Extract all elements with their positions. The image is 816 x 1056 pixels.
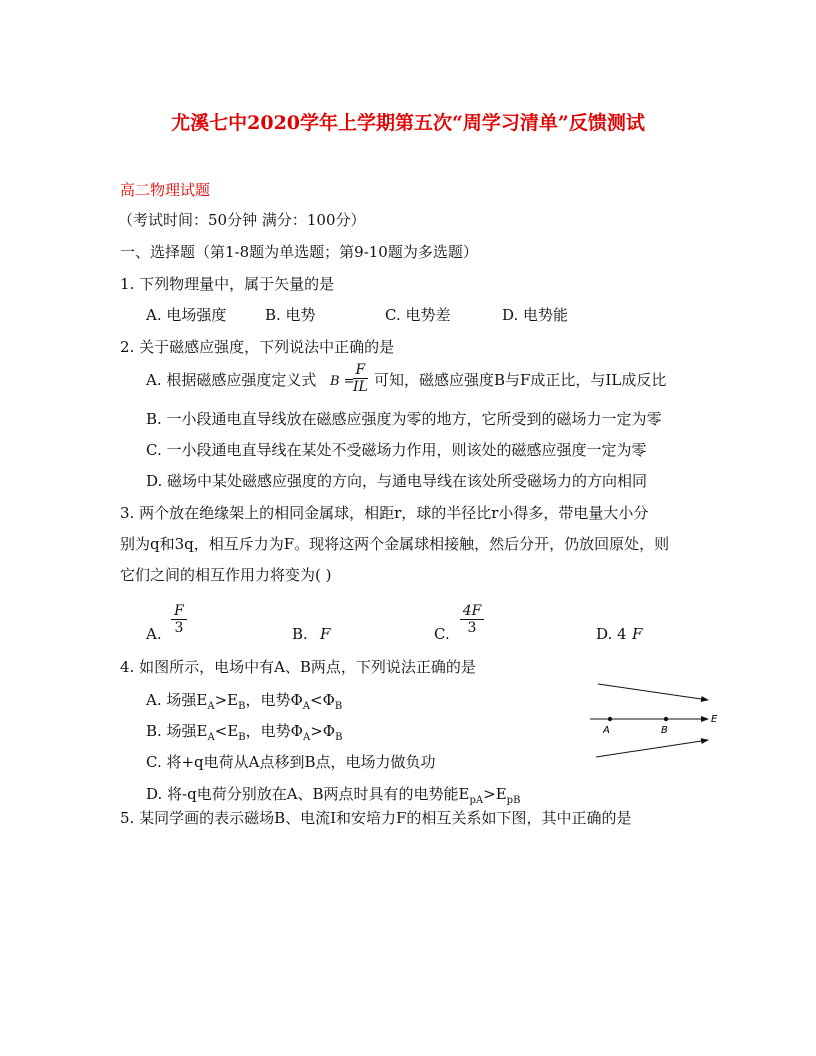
q3-option-c-label[interactable]: C. (434, 625, 450, 643)
q2-formula-numerator: F (353, 362, 368, 379)
q3-option-a-label[interactable]: A. (146, 625, 162, 643)
section-heading: 一、选择题（第1-8题为单选题；第9-10题为多选题） (120, 243, 478, 261)
q2-option-a-prefix[interactable]: A. 根据磁感应强度定义式 (146, 371, 317, 389)
field-line-top (598, 684, 708, 700)
question-5-stem: 5. 某同学画的表示磁场B、电流I和安培力F的相互关系如下图，其中正确的是 (120, 809, 632, 827)
q3-option-b-value: F (320, 625, 331, 643)
subject-title: 高二物理试题 (120, 181, 211, 199)
point-b-marker (664, 717, 668, 721)
question-3-line-1: 3. 两个放在绝缘架上的相同金属球，相距r，球的半径比r小得多，带电量大小分 (120, 504, 649, 522)
question-3-line-3: 它们之间的相互作用力将变为( ) (120, 566, 332, 584)
q3-option-c-numerator: 4F (460, 603, 484, 620)
q2-option-a-suffix: 可知，磁感应强度B与F成正比，与IL成反比 (374, 371, 667, 389)
field-label: E (711, 714, 718, 725)
point-a-marker (608, 717, 612, 721)
q4-option-c[interactable]: C. 将+q电荷从A点移到B点，电场力做负功 (146, 753, 436, 771)
q3-option-a-denominator: 3 (174, 620, 184, 636)
q3-option-d-value: F (632, 625, 643, 643)
q2-option-d[interactable]: D. 磁场中某处磁感应强度的方向，与通电导线在该处所受磁场力的方向相同 (146, 472, 648, 490)
q1-option-a[interactable]: A. 电场强度 (146, 306, 227, 324)
q2-option-c[interactable]: C. 一小段通电直导线在某处不受磁场力作用，则该处的磁感应强度一定为零 (146, 441, 647, 459)
question-1-stem: 1. 下列物理量中，属于矢量的是 (120, 275, 335, 293)
field-line-bottom (596, 740, 708, 757)
question-3-line-2: 别为q和3q，相互斥力为F。现将这两个金属球相接触，然后分开，仍放回原处，则 (120, 535, 670, 553)
q3-option-b-label[interactable]: B. (292, 625, 308, 643)
q3-option-c-fraction (460, 603, 484, 636)
question-2-stem: 2. 关于磁感应强度，下列说法中正确的是 (120, 338, 395, 356)
q3-option-a-numerator: F (171, 603, 187, 620)
q2-option-b[interactable]: B. 一小段通电直导线放在磁感应强度为零的地方，它所受到的磁场力一定为零 (146, 410, 662, 428)
q1-option-c[interactable]: C. 电势差 (385, 306, 451, 324)
q2-formula-denominator: IL (353, 379, 368, 395)
question-4-stem: 4. 如图所示，电场中有A、B两点，下列说法正确的是 (120, 658, 476, 676)
q4-option-b[interactable]: B. 场强$E_A<E_B$，电势$\Phi_A>\Phi_B$ (146, 722, 343, 743)
q2-formula-fraction (353, 362, 368, 395)
q2-formula-lhs: B = (330, 374, 355, 389)
point-b-label: B (661, 725, 668, 736)
point-a-label: A (603, 725, 610, 736)
exam-info: （考试时间：50分钟 满分：100分） (118, 211, 366, 229)
q3-option-a-fraction (171, 603, 187, 636)
electric-field-figure (580, 670, 730, 770)
q1-option-b[interactable]: B. 电势 (265, 306, 316, 324)
q4-option-d[interactable]: D. 将-q电荷分别放在A、B两点时具有的电势能$E_{pA}>E_{pB}$ (146, 785, 521, 806)
q3-option-d-label[interactable]: D. 4 (596, 625, 627, 643)
page-title: 尤溪七中2020学年上学期第五次“周学习清单”反馈测试 (171, 112, 645, 134)
q3-option-c-denominator: 3 (467, 620, 477, 636)
q1-option-d[interactable]: D. 电势能 (502, 306, 569, 324)
q4-option-a[interactable]: A. 场强$E_A>E_B$，电势$\Phi_A<\Phi_B$ (146, 691, 343, 712)
